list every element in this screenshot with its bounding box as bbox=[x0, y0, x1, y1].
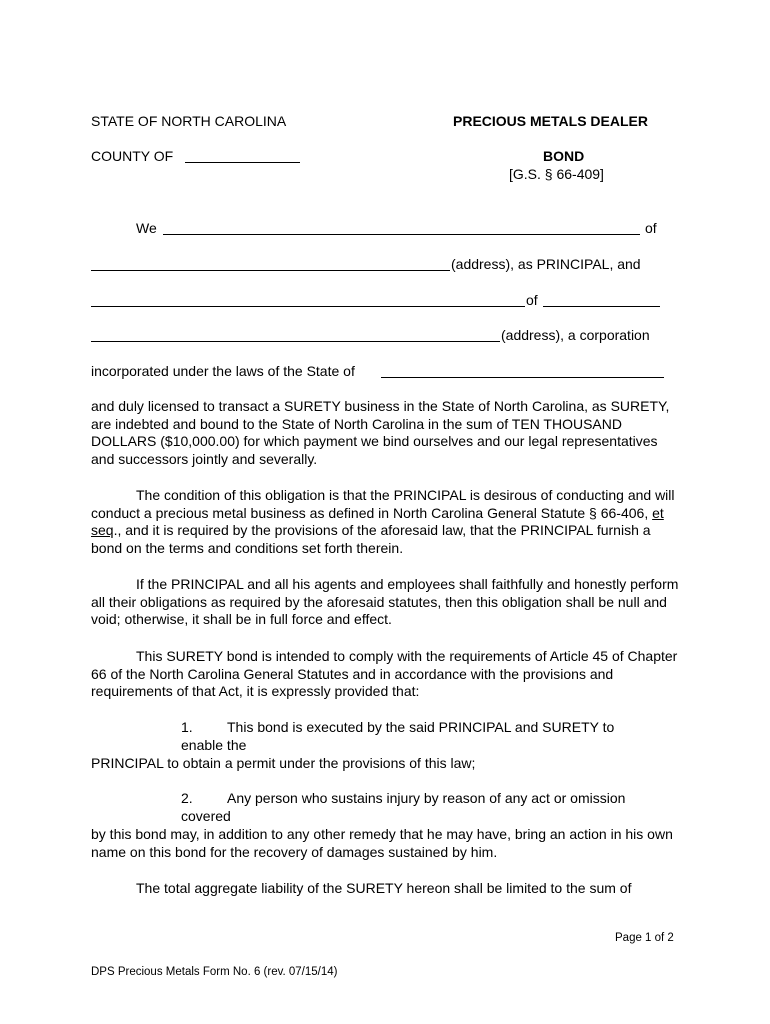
statute-reference: [G.S. § 66-409] bbox=[509, 166, 604, 182]
county-label: COUNTY OF bbox=[91, 148, 174, 164]
item-1-text-a: This bond is executed by the said PRINCIPAL and SURETY to bbox=[227, 719, 615, 735]
item-2-number: 2. bbox=[181, 790, 193, 806]
surety-location-blank bbox=[543, 306, 660, 307]
of-label-1: of bbox=[645, 220, 657, 236]
page-number: Page 1 of 2 bbox=[615, 932, 674, 944]
condition-paragraph bbox=[91, 487, 681, 557]
faithful-performance-paragraph: If the PRINCIPAL and all his agents and employees shall faithfully and honestly perform all their obligations as required by the aforesaid statutes, then this obligation shall be null and void; otherwise, it shall be in full force and effect. bbox=[91, 576, 679, 627]
item-2-text-b: covered bbox=[181, 808, 231, 824]
form-title-line2: BOND bbox=[543, 148, 585, 164]
incorporated-label: incorporated under the laws of the State of bbox=[91, 363, 355, 379]
item-1-text-c: PRINCIPAL to obtain a permit under the provisions of this law; bbox=[91, 755, 476, 771]
item-1-number: 1. bbox=[181, 719, 193, 735]
condition-text-b: ., and it is required by the provisions of the aforesaid law, that the PRINCIPAL furnish a bond on the terms and conditions set forth therein. bbox=[91, 522, 651, 556]
surety-address-blank bbox=[91, 341, 500, 342]
principal-name-blank bbox=[163, 234, 640, 235]
item-1-text-b: enable the bbox=[181, 737, 247, 753]
we-label: We bbox=[136, 220, 157, 236]
compliance-paragraph: This SURETY bond is intended to comply with the requirements of Article 45 of Chapter 66 of the North Carolina General Statutes and in accordance with the provisions and requirements of that Act, it is expressly provided that: bbox=[91, 648, 678, 699]
principal-address-label: (address), as PRINCIPAL, and bbox=[451, 256, 641, 272]
condition-text-a: The condition of this obligation is that the PRINCIPAL is desirous of conducting and will conduct a precious metal business as defined in North Carolina General Statute § 66-406, bbox=[91, 487, 675, 521]
principal-address-blank bbox=[91, 270, 450, 271]
indebtedness-paragraph: and duly licensed to transact a SURETY business in the State of North Carolina, as SURETY, are indebted and bound to the State of North Carolina in the sum of TEN THOUSAND DOLLARS ($10,000.00) for which payment we bind ourselves and our legal representatives and successors jointly and severally. bbox=[91, 398, 670, 467]
surety-address-label: (address), a corporation bbox=[501, 327, 650, 343]
form-identifier: DPS Precious Metals Form No. 6 (rev. 07/15/14) bbox=[91, 966, 338, 978]
state-heading: STATE OF NORTH CAROLINA bbox=[91, 113, 287, 129]
item-2-text-a: Any person who sustains injury by reason of any act or omission bbox=[227, 790, 626, 806]
surety-name-blank bbox=[91, 306, 525, 307]
of-label-2: of bbox=[526, 292, 538, 308]
form-title-line1: PRECIOUS METALS DEALER bbox=[453, 113, 648, 129]
county-blank bbox=[185, 162, 300, 163]
item-2-text-c: by this bond may, in addition to any other remedy that he may have, bring an action in his own name on this bond for the recovery of damages sustained by him. bbox=[91, 826, 673, 860]
et-text: et bbox=[652, 504, 664, 521]
liability-paragraph: The total aggregate liability of the SURETY hereon shall be limited to the sum of bbox=[136, 880, 632, 896]
seq-text: seq bbox=[91, 522, 114, 538]
incorporation-state-blank bbox=[381, 377, 664, 378]
